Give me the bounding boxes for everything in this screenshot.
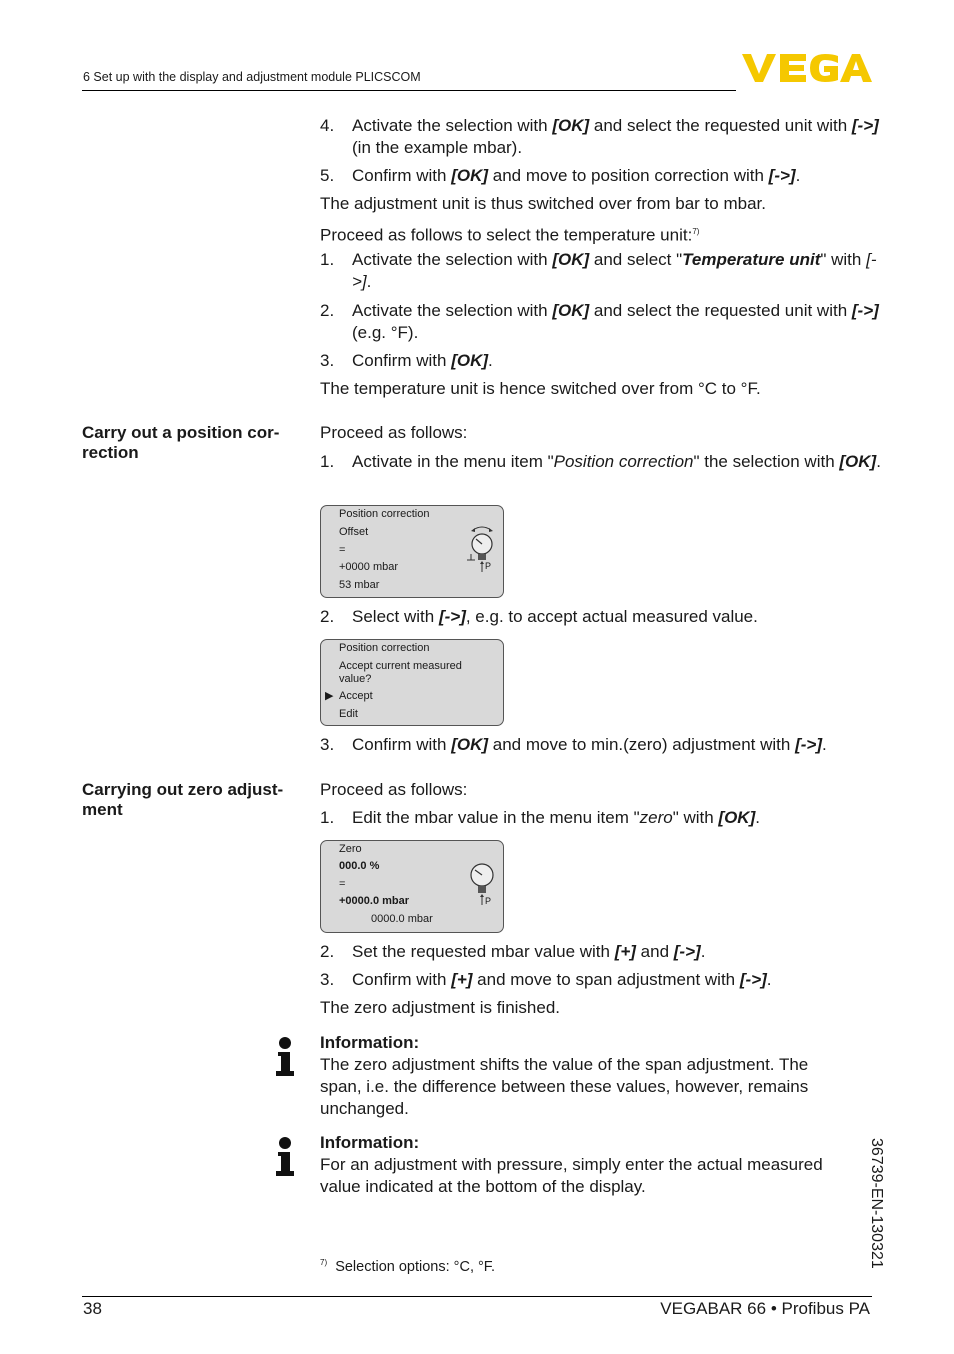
zero-step-2: 2. Set the requested mbar value with [+] and [->]. <box>320 942 706 961</box>
menu-cursor-icon: ▶ <box>325 690 334 702</box>
display-option-accept: Accept <box>339 690 373 702</box>
display-title: Position correction <box>339 508 430 520</box>
position-correction-heading: Carry out a position cor-rection <box>82 423 280 462</box>
display-accept-value <box>320 639 504 726</box>
display-title: Position correction <box>339 642 430 654</box>
zero-adjustment-heading: Carrying out zero adjust-ment <box>82 780 284 819</box>
display-line: Accept current measured value? <box>339 660 462 685</box>
zero-step-3: 3. Confirm with [+] and move to span adjustment with [->]. <box>320 970 772 989</box>
display-zero <box>320 840 504 933</box>
step-4: 4. Activate the selection with [OK] and select the requested unit with [->] (in the example mbar). <box>320 116 879 157</box>
pressure-gauge-icon <box>467 861 497 909</box>
product-name: VEGABAR 66 • Profibus PA <box>660 1299 870 1318</box>
display-line: +0000.0 mbar <box>339 895 410 907</box>
info-title: Information: <box>320 1133 420 1152</box>
pressure-label: P <box>485 896 492 906</box>
display-title: Zero <box>339 843 362 855</box>
display-option-edit: Edit <box>339 708 358 720</box>
vega-logo <box>742 52 872 84</box>
info-title: Information: <box>320 1033 420 1052</box>
temp-switched-text: The temperature unit is hence switched over from °C to °F. <box>320 379 761 398</box>
temp-step-2: 2. Activate the selection with [OK] and select the requested unit with [->] (e.g. °F). <box>320 301 879 342</box>
display-line: +0000 mbar <box>339 561 399 573</box>
header-rule <box>82 90 736 91</box>
info-icon <box>276 1037 294 1079</box>
info-icon <box>276 1137 294 1179</box>
display-line: 000.0 % <box>339 860 380 872</box>
display-line: 0000.0 mbar <box>371 913 433 925</box>
zero-step-1: 1. Edit the mbar value in the menu item "zero" with [OK]. <box>320 808 760 827</box>
temp-step-3: 3. Confirm with [OK]. <box>320 351 493 370</box>
pressure-gauge-icon <box>465 524 497 576</box>
display-line: = <box>339 878 346 890</box>
info-text: For an adjustment with pressure, simply enter the actual measured value indicated at the bottom of the display. <box>320 1155 823 1196</box>
footnote-ref: 7) <box>692 227 700 236</box>
position-proceed: Proceed as follows: <box>320 423 468 442</box>
display-line: = <box>339 544 346 556</box>
pressure-label: P <box>485 561 492 571</box>
position-step-2: 2. Select with [->], e.g. to accept actual measured value. <box>320 607 758 626</box>
unit-switched-text: The adjustment unit is thus switched over from bar to mbar. <box>320 194 766 213</box>
position-step-1: 1. Activate in the menu item "Position correction" the selection with [OK]. <box>320 452 881 471</box>
page-number: 38 <box>83 1299 102 1318</box>
display-position-offset <box>320 505 504 598</box>
zero-finished-text: The zero adjustment is finished. <box>320 998 561 1017</box>
footer-rule <box>82 1296 872 1297</box>
temp-intro-text: Proceed as follows to select the temperature unit:$^{7)}$ <box>320 225 700 245</box>
chapter-header: 6 Set up with the display and adjustment module PLICSCOM <box>83 70 421 84</box>
info-text: The zero adjustment shifts the value of the span adjustment. The span, i.e. the difference between these values, however, remains unchanged. <box>320 1055 809 1118</box>
temp-step-1: 1. Activate the selection with [OK] and select "Temperature unit" with [->]. <box>320 250 877 291</box>
display-line: 53 mbar <box>339 579 380 591</box>
position-step-3: 3. Confirm with [OK] and move to min.(zero) adjustment with [->]. <box>320 735 827 754</box>
display-line: Offset <box>339 526 369 538</box>
footnote: $^{7)}$ Selection options: °C, °F. <box>320 1258 496 1275</box>
document-number: 36739-EN-130321 <box>868 1138 885 1269</box>
zero-proceed: Proceed as follows: <box>320 780 468 799</box>
step-5: 5. Confirm with [OK] and move to position correction with [->]. <box>320 166 801 185</box>
